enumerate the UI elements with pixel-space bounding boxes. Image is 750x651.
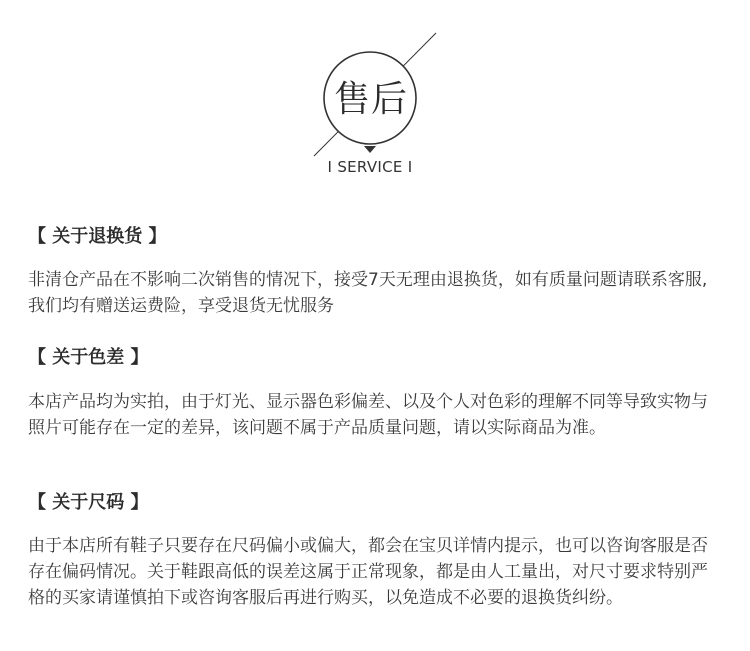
sizing-body: 由于本店所有鞋子只要存在尺码偏小或偏大，都会在宝贝详情内提示，也可以咨询客服是否存在偏码情况。关于鞋跟高低的误差这属于正常现象，都是由人工量出，对尺寸要求特别严格的买家请谨慎拍下或咨询客服后再进行购买，以免造成不必要的退换货纠纷。 <box>28 536 708 608</box>
returns-heading: 【 关于退换货 】 <box>28 226 167 247</box>
color-difference-heading: 【 关于色差 】 <box>28 347 149 368</box>
returns-body: 非清仓产品在不影响二次销售的情况下，接受7天无理由退换货，如有质量问题请联系客服,我们均有赠送运费险，享受退货无忧服务 <box>28 270 708 316</box>
triangle-marker-icon <box>364 146 376 153</box>
sizing-heading: 【 关于尺码 】 <box>28 492 149 513</box>
service-subtitle: I SERVICE I <box>327 158 413 176</box>
color-difference-body: 本店产品均为实拍，由于灯光、显示器色彩偏差、以及个人对色彩的理解不同等导致实物与照片可能存在一定的差异，该问题不属于产品质量问题，请以实际商品为准。 <box>28 392 708 438</box>
service-title: 售后 <box>333 79 408 120</box>
